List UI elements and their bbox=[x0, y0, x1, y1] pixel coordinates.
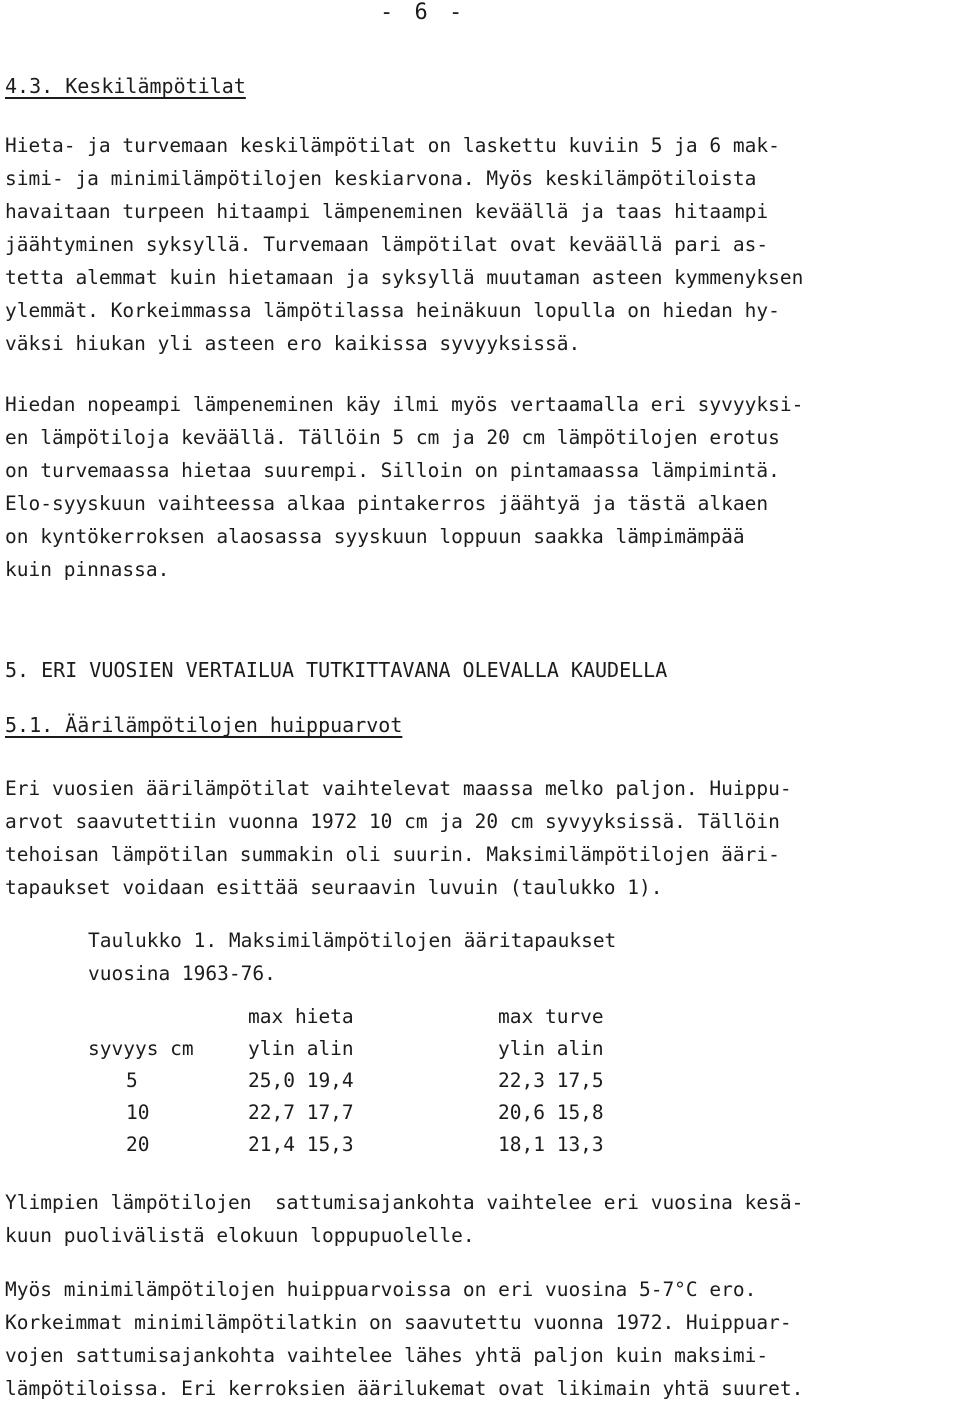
paragraph-warming-comparison bbox=[5, 388, 955, 586]
text-line: kuin pinnassa. bbox=[5, 558, 170, 581]
table-header-cell: max turve bbox=[498, 1005, 604, 1028]
text-line: tetta alemmat kuin hietamaan ja syksyllä muutaman asteen kymmenyksen bbox=[5, 266, 804, 289]
table-cell: 22,7 17,7 bbox=[248, 1101, 354, 1124]
table-row bbox=[88, 1069, 678, 1101]
table-caption bbox=[88, 924, 616, 990]
text-line: jäähtyminen syksyllä. Turvemaan lämpötilat ovat keväällä pari as- bbox=[5, 233, 769, 256]
text-line: lämpötiloissa. Eri kerroksien äärilukemat ovat likimain yhtä suuret. bbox=[5, 1377, 804, 1400]
text-line: Hiedan nopeampi lämpeneminen käy ilmi myös vertaamalla eri syvyyksi- bbox=[5, 393, 804, 416]
text-line: vojen sattumisajankohta vaihtelee lähes yhtä paljon kuin maksimi- bbox=[5, 1344, 769, 1367]
text-line: ylemmät. Korkeimmassa lämpötilassa heinäkuun lopulla on hiedan hy- bbox=[5, 299, 780, 322]
paragraph-extreme-temperatures bbox=[5, 772, 955, 904]
section-heading-4-3: 4.3. Keskilämpötilat bbox=[5, 74, 246, 98]
table-row bbox=[88, 1101, 678, 1133]
text-line: vuosina 1963-76. bbox=[88, 962, 276, 985]
section-heading-5: 5. ERI VUOSIEN VERTAILUA TUTKITTAVANA OLEVALLA KAUDELLA bbox=[5, 658, 668, 682]
subsection-heading-5-1: 5.1. Äärilämpötilojen huippuarvot bbox=[5, 713, 403, 737]
text-line: Korkeimmat minimilämpötilatkin on saavutettu vuonna 1972. Huippuar- bbox=[5, 1311, 792, 1334]
table-group-header-row bbox=[88, 1005, 678, 1037]
table-row bbox=[88, 1133, 678, 1165]
text-line: on kyntökerroksen alaosassa syyskuun loppuun saakka lämpimämpää bbox=[5, 525, 745, 548]
table-header-cell: syvyys cm bbox=[88, 1037, 194, 1060]
table-header-cell: max hieta bbox=[248, 1005, 354, 1028]
page-number: - 6 - bbox=[380, 0, 467, 25]
text-line: Myös minimilämpötilojen huippuarvoissa on eri vuosina 5-7°C ero. bbox=[5, 1278, 757, 1301]
text-line: Taulukko 1. Maksimilämpötilojen ääritapaukset bbox=[88, 929, 617, 952]
table-cell: 25,0 19,4 bbox=[248, 1069, 354, 1092]
paragraph-peak-timing bbox=[5, 1186, 955, 1252]
text-line: tehoisan lämpötilan summakin oli suurin. Maksimilämpötilojen ääri- bbox=[5, 843, 780, 866]
table-cell: 18,1 13,3 bbox=[498, 1133, 604, 1156]
text-line: Elo-syyskuun vaihteessa alkaa pintakerros jäähtyä ja tästä alkaen bbox=[5, 492, 769, 515]
table-cell: 21,4 15,3 bbox=[248, 1133, 354, 1156]
text-line: tapaukset voidaan esittää seuraavin luvuin (taulukko 1). bbox=[5, 876, 663, 899]
max-temperature-table bbox=[88, 1005, 678, 1165]
text-line: väksi hiukan yli asteen ero kaikissa syvyyksissä. bbox=[5, 332, 581, 355]
paragraph-average-temperatures bbox=[5, 129, 955, 360]
paragraph-minimum-peaks bbox=[5, 1273, 955, 1405]
text-line: kuun puolivälistä elokuun loppupuolelle. bbox=[5, 1224, 475, 1247]
table-cell-depth: 10 bbox=[126, 1101, 150, 1124]
text-line: Hieta- ja turvemaan keskilämpötilat on laskettu kuviin 5 ja 6 mak- bbox=[5, 134, 780, 157]
table-cell: 20,6 15,8 bbox=[498, 1101, 604, 1124]
table-cell-depth: 20 bbox=[126, 1133, 150, 1156]
table-header-cell: ylin alin bbox=[248, 1037, 354, 1060]
table-header-cell bbox=[88, 1005, 248, 1037]
text-line: Eri vuosien äärilämpötilat vaihtelevat maassa melko paljon. Huippu- bbox=[5, 777, 792, 800]
table-cell-depth: 5 bbox=[126, 1069, 138, 1092]
text-line: arvot saavutettiin vuonna 1972 10 cm ja 20 cm syvyyksissä. Tällöin bbox=[5, 810, 780, 833]
text-line: havaitaan turpeen hitaampi lämpeneminen keväällä ja taas hitaampi bbox=[5, 200, 769, 223]
table-header-cell: ylin alin bbox=[498, 1037, 604, 1060]
text-line: en lämpötiloja keväällä. Tällöin 5 cm ja 20 cm lämpötilojen erotus bbox=[5, 426, 780, 449]
text-line: Ylimpien lämpötilojen sattumisajankohta vaihtelee eri vuosina kesä- bbox=[5, 1191, 804, 1214]
text-line: simi- ja minimilämpötilojen keskiarvona. Myös keskilämpötiloista bbox=[5, 167, 757, 190]
text-line: on turvemaassa hietaa suurempi. Silloin on pintamaassa lämpimintä. bbox=[5, 459, 780, 482]
table-cell: 22,3 17,5 bbox=[498, 1069, 604, 1092]
table-column-header-row bbox=[88, 1037, 678, 1069]
